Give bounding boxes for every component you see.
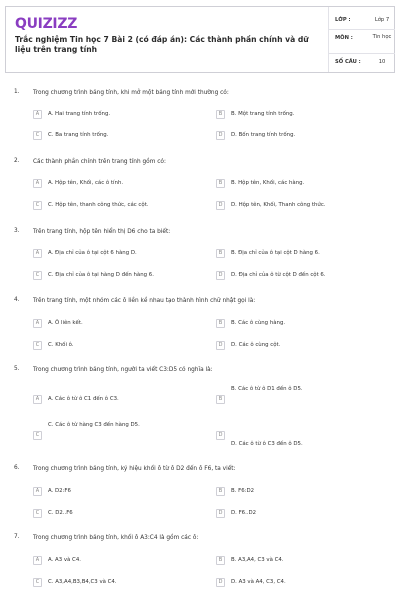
option-letter: B (216, 179, 225, 188)
option-letter: B (216, 556, 225, 565)
count-label: SỐ CÂU : (335, 59, 361, 65)
subject-value: Tin học (372, 34, 392, 40)
question-text: Trên trang tính, hộp tên hiển thị D6 cho ta biết: (33, 229, 171, 235)
option-text: A. Hộp tên, Khối, các ô tính. (48, 180, 124, 186)
option-d[interactable] (216, 271, 366, 282)
option-text: B. Các ô cùng hàng. (231, 320, 286, 326)
option-letter: C (33, 431, 42, 440)
meta-divider (328, 7, 329, 72)
option-text: D. A3 và A4, C3, C4. (231, 579, 286, 585)
option-text: A. Địa chỉ của ô tại cột 6 hàng D. (48, 250, 137, 256)
option-letter: A (33, 556, 42, 565)
option-letter: A (33, 249, 42, 258)
option-text: A. Hai trang tính trống. (48, 111, 111, 117)
option-a[interactable] (33, 319, 183, 330)
worksheet-header (5, 6, 395, 73)
option-c[interactable] (33, 131, 183, 142)
option-letter: C (33, 131, 42, 140)
option-a[interactable] (33, 395, 183, 406)
class-label: LỚP : (335, 17, 351, 23)
option-c[interactable] (33, 422, 183, 442)
option-letter: A (33, 110, 42, 119)
question-number: 7. (14, 534, 20, 540)
option-text: A. Các ô từ ô C1 đến ô C3. (48, 396, 119, 402)
option-text: A. A3 và C4. (48, 557, 81, 563)
option-letter: A (33, 395, 42, 404)
option-c[interactable] (33, 201, 183, 212)
meta-separator (329, 29, 395, 30)
option-letter: D (216, 341, 225, 350)
option-d[interactable] (216, 201, 366, 212)
option-text: B. Các ô từ ô D1 đến ô D5. (231, 386, 303, 392)
option-letter: D (216, 509, 225, 518)
option-text: D. Các ô cùng cột. (231, 342, 281, 348)
option-text: D. Bốn trang tính trống. (231, 132, 296, 138)
option-text: C. Ba trang tính trống. (48, 132, 109, 138)
question-text: Trong chương trình bảng tính, ký hiệu khối ô từ ô D2 đến ô F6, ta viết: (33, 466, 236, 472)
option-text: A. D2:F6 (48, 488, 71, 494)
question-number: 2. (14, 158, 20, 164)
option-letter: C (33, 201, 42, 210)
question-number: 1. (14, 89, 20, 95)
option-letter: C (33, 271, 42, 280)
option-b[interactable] (216, 319, 366, 330)
question-text: Trong chương trình bảng tính, khi mở một bảng tính mới thường có: (33, 90, 229, 96)
question-number: 6. (14, 465, 20, 471)
question-number: 3. (14, 228, 20, 234)
question-number: 4. (14, 297, 20, 303)
option-letter: A (33, 179, 42, 188)
option-b[interactable] (216, 487, 366, 498)
option-b[interactable] (216, 179, 366, 190)
option-text: D. Địa chỉ của ô từ cột D đến cột 6. (231, 272, 326, 278)
option-c[interactable] (33, 578, 183, 589)
option-letter: B (216, 110, 225, 119)
option-text: B. A3,A4, C3 và C4. (231, 557, 284, 563)
option-text: C. Các ô từ hàng C3 đến hàng D5. (48, 422, 140, 428)
option-a[interactable] (33, 249, 183, 260)
option-text: A. Ô liên kết. (48, 320, 83, 326)
subject-label: MÔN : (335, 35, 353, 41)
option-text: C. Hộp tên, thanh công thức, các cột. (48, 202, 149, 208)
option-b[interactable] (216, 556, 366, 567)
option-text: B. Hộp tên, Khối, các hàng. (231, 180, 305, 186)
question-text: Trong chương trình bảng tính, người ta viết C3:D5 có nghĩa là: (33, 367, 213, 373)
option-a[interactable] (33, 179, 183, 190)
option-b[interactable] (216, 386, 366, 406)
class-value: Lớp 7 (374, 17, 390, 23)
question-text: Các thành phần chính trên trang tính gồm có: (33, 159, 166, 165)
option-letter: D (216, 271, 225, 280)
option-text: D. F6..D2 (231, 510, 257, 516)
option-a[interactable] (33, 110, 183, 121)
count-value: 10 (378, 59, 386, 65)
option-letter: B (216, 319, 225, 328)
option-letter: D (216, 201, 225, 210)
option-c[interactable] (33, 271, 183, 282)
option-a[interactable] (33, 556, 183, 567)
option-letter: A (33, 487, 42, 496)
option-letter: A (33, 319, 42, 328)
quizizz-logo: QUIZIZZ (15, 16, 78, 32)
worksheet-title: Trắc nghiệm Tin học 7 Bài 2 (có đáp án): Các thành phần chính và dữ liệu trên trang tính (15, 35, 309, 54)
question-text: Trên trang tính, một nhóm các ô liền kề nhau tạo thành hình chữ nhật gọi là: (33, 298, 256, 304)
option-letter: B (216, 249, 225, 258)
question-text: Trong chương trình bảng tính, khối ô A3:C4 là gồm các ô: (33, 535, 199, 541)
question-number: 5. (14, 366, 20, 372)
option-d[interactable] (216, 341, 366, 352)
meta-separator (329, 53, 395, 54)
option-text: D. Các ô từ ô C3 đến ô D5. (231, 441, 303, 447)
option-a[interactable] (33, 487, 183, 498)
option-text: B. F6:D2 (231, 488, 255, 494)
option-letter: D (216, 431, 225, 440)
option-text: C. Khối ô. (48, 342, 74, 348)
option-letter: C (33, 509, 42, 518)
option-d[interactable] (216, 509, 366, 520)
option-c[interactable] (33, 341, 183, 352)
option-letter: B (216, 487, 225, 496)
option-c[interactable] (33, 509, 183, 520)
option-d[interactable] (216, 431, 366, 451)
option-text: C. A3,A4,B3,B4,C3 và C4. (48, 579, 117, 585)
option-letter: D (216, 131, 225, 140)
option-text: C. D2..F6 (48, 510, 73, 516)
option-text: D. Hộp tên, Khối, Thanh công thức. (231, 202, 326, 208)
option-text: B. Một trang tính trống. (231, 111, 295, 117)
option-letter: B (216, 395, 225, 404)
option-text: C. Địa chỉ của ô tại hàng D đến hàng 6. (48, 272, 154, 278)
option-text: B. Địa chỉ của ô tại cột D hàng 6. (231, 250, 320, 256)
option-b[interactable] (216, 249, 366, 260)
option-b[interactable] (216, 110, 366, 121)
option-d[interactable] (216, 578, 366, 589)
option-letter: C (33, 341, 42, 350)
option-d[interactable] (216, 131, 366, 142)
option-letter: C (33, 578, 42, 587)
option-letter: D (216, 578, 225, 587)
